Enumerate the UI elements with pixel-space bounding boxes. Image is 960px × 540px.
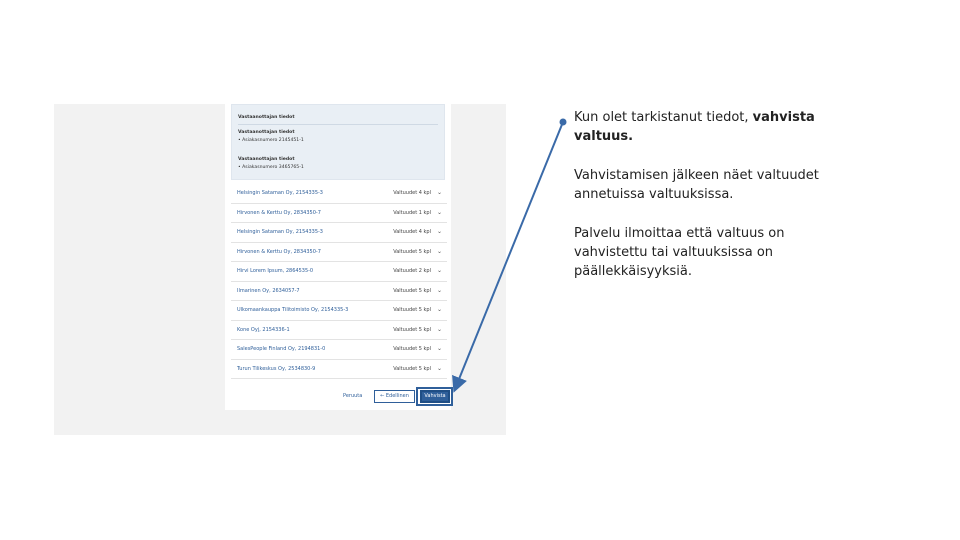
info-group-bullet: • Asiakasnumero 2145451-1 [238, 138, 304, 143]
authorization-count: Valtuudet 5 kpl [393, 307, 431, 313]
organization-name: Hirvonen & Kerttu Oy, 2834350-7 [237, 248, 321, 255]
authorization-count: Valtuudet 5 kpl [393, 326, 431, 333]
callout-notification: Palvelu ilmoittaa että valtuus on vahvistettu tai valtuuksissa on päällekkäisyyksiä. [574, 226, 785, 279]
authorization-count: Valtuudet 5 kpl [393, 365, 431, 372]
chevron-down-icon[interactable]: ⌄ [436, 189, 442, 196]
callout-bold-text: vahvista valtuus. [574, 110, 815, 144]
callout-text: Kun olet tarkistanut tiedot, [574, 110, 753, 125]
organization-name: Turun Tilikeskus Oy, 2534830-9 [237, 365, 316, 372]
chevron-down-icon[interactable]: ⌄ [436, 306, 442, 313]
back-button[interactable]: ← Edellinen [374, 390, 415, 403]
info-group-bullet: • Asiakasnumero 3465765-1 [238, 165, 304, 170]
chevron-down-icon[interactable]: ⌄ [436, 267, 442, 274]
organization-name: SalesPeople Finland Oy, 2194831-0 [237, 346, 326, 352]
authorization-count: Valtuudet 1 kpl [393, 209, 431, 216]
chevron-down-icon[interactable]: ⌄ [436, 228, 442, 235]
authorization-count: Valtuudet 5 kpl [393, 346, 431, 352]
organization-name: Hirvonen & Kerttu Oy, 2834350-7 [237, 209, 321, 216]
info-group-header: Vastaanottajan tiedot [238, 157, 295, 162]
callout-confirm-instruction [574, 108, 844, 146]
authorization-count: Valtuudet 4 kpl [393, 190, 431, 196]
info-group-header: Vastaanottajan tiedot [238, 130, 295, 135]
authorization-count: Valtuudet 4 kpl [393, 229, 431, 235]
authorization-count: Valtuudet 5 kpl [393, 287, 431, 294]
organization-name: Helsingin Sataman Oy, 2154335-3 [237, 190, 323, 196]
arrow-line [455, 122, 563, 389]
chevron-down-icon[interactable]: ⌄ [436, 247, 442, 255]
callout-after-confirm: Vahvistamisen jälkeen näet valtuudet annetuissa valtuuksissa. [574, 168, 819, 202]
chevron-down-icon[interactable]: ⌄ [436, 208, 442, 216]
authorization-count: Valtuudet 5 kpl [393, 248, 431, 255]
chevron-down-icon[interactable]: ⌄ [436, 325, 442, 333]
organization-name: Ulkomaankauppa Tilitoimisto Oy, 2154335-3 [237, 307, 349, 313]
info-title: Vastaanottajan tiedot [238, 115, 295, 120]
confirm-button[interactable]: Vahvista [420, 390, 450, 403]
authorization-count: Valtuudet 2 kpl [393, 268, 431, 274]
chevron-down-icon[interactable]: ⌄ [436, 364, 442, 372]
organization-name: Helsingin Sataman Oy, 2154335-3 [237, 229, 323, 235]
cancel-button[interactable]: Peruuta [343, 393, 363, 399]
organization-name: Kone Oyj, 2154336-1 [237, 326, 290, 333]
chevron-down-icon[interactable]: ⌄ [436, 345, 442, 352]
organization-name: Hirvi Lorem Ipsum, 2864535-0 [237, 268, 314, 274]
chevron-down-icon[interactable]: ⌄ [436, 286, 442, 294]
organization-name: Ilmarinen Oy, 2634057-7 [237, 287, 300, 294]
